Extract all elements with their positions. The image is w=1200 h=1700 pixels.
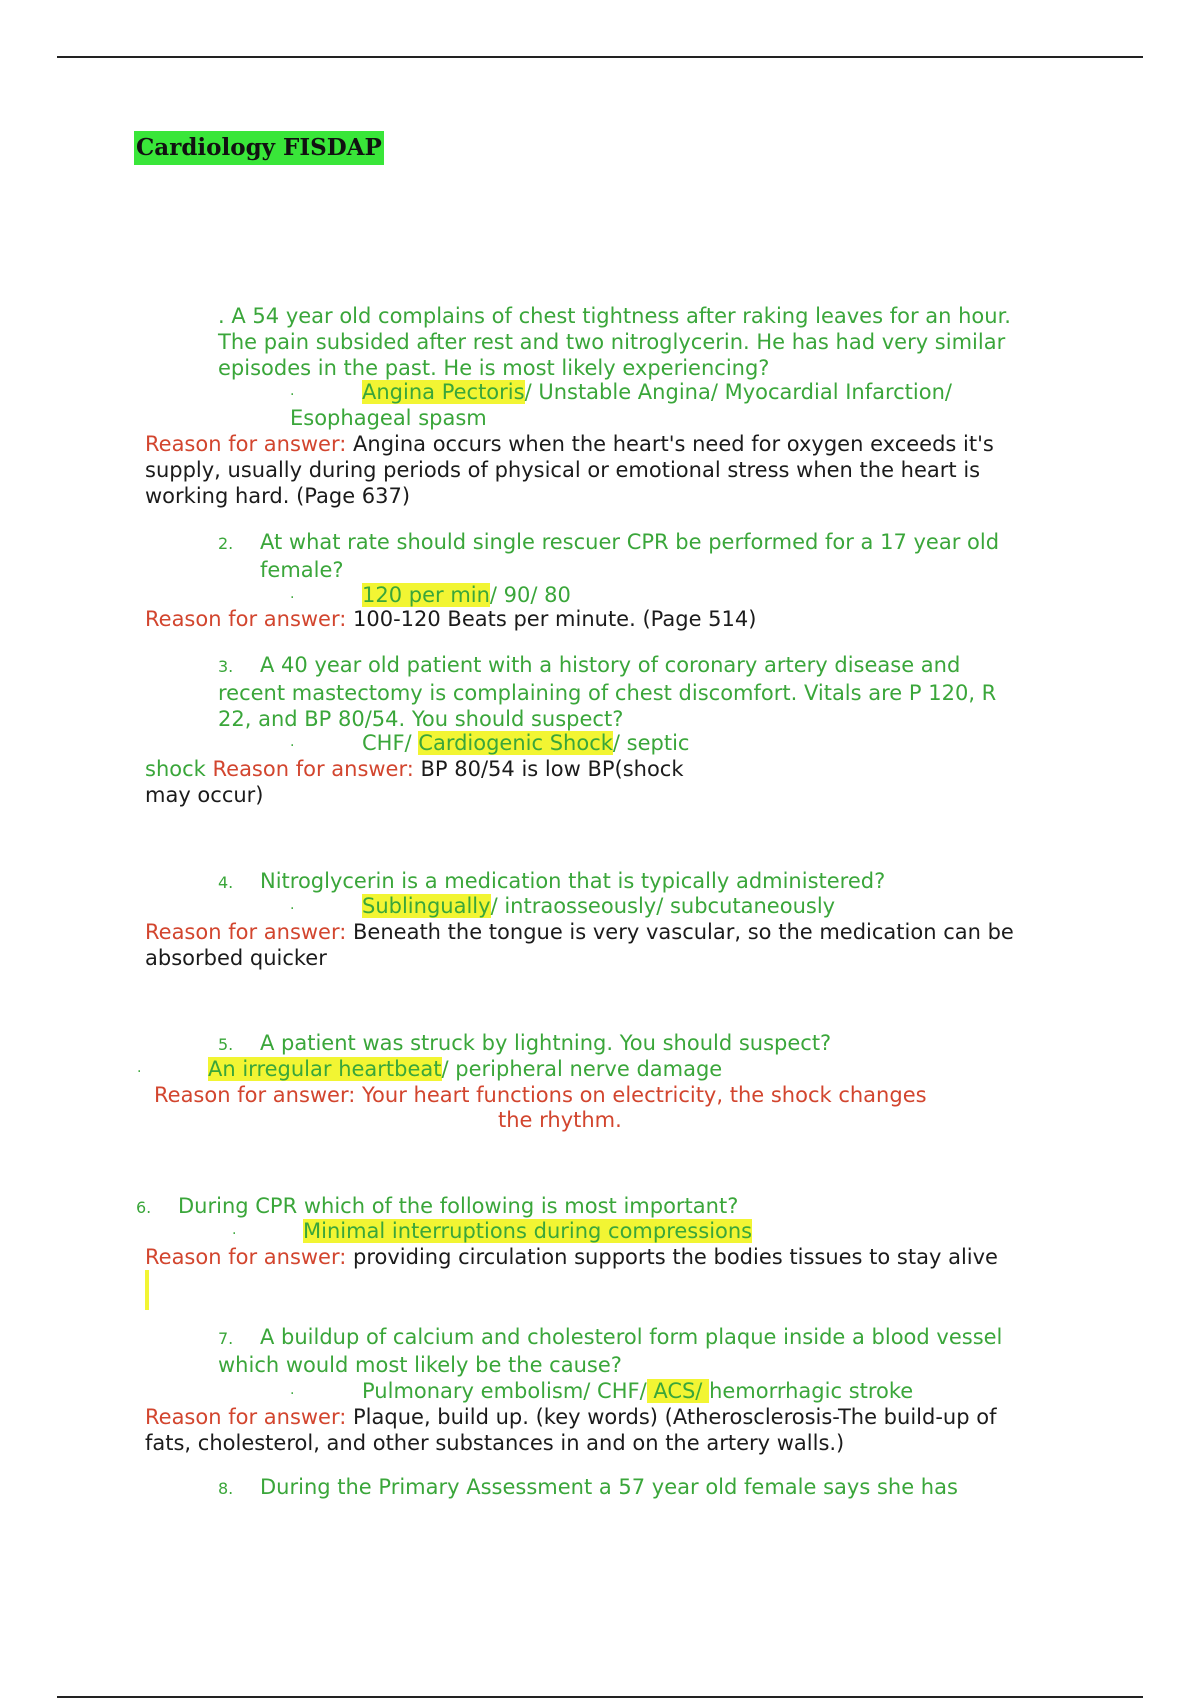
page-title: Cardiology FISDAP [134, 131, 384, 165]
question-5: 5. A patient was struck by lightning. You should suspect? [218, 1031, 832, 1055]
question-2: 2. At what rate should single rescuer CPR be performed for a 17 year old female? [218, 530, 1000, 582]
answer-options-5: An irregular heartbeat/ peripheral nerve damage [208, 1057, 723, 1081]
correct-answer: ACS/ [646, 1379, 710, 1403]
reason-3: shock Reason for answer: BP 80/54 is low BP(shock [145, 757, 684, 781]
answer-options-4: Sublingually/ intraosseously/ subcutaneously [362, 894, 836, 918]
bullet-icon: · [290, 590, 295, 606]
correct-answer: 120 per min [362, 583, 490, 607]
reason-5b: the rhythm. [498, 1108, 622, 1132]
reason-1: Reason for answer: Angina occurs when the heart's need for oxygen exceeds it's supply, usually during periods of physical or emotional stress when the heart is working hard. (Page 637) [145, 432, 994, 508]
text-cursor [145, 1270, 149, 1310]
answer-options-1: Angina Pectoris/ Unstable Angina/ Myocardial Infarction/ [362, 380, 952, 404]
answer-options-3: CHF/ Cardiogenic Shock/ septic [362, 731, 690, 755]
correct-answer: Angina Pectoris [362, 380, 525, 404]
question-1: . A 54 year old complains of chest tightness after raking leaves for an hour. The pain subsided after rest and two nitroglycerin. He has had very similar episodes in the past. He is most likely experiencing? [218, 304, 1011, 380]
top-rule [57, 56, 1143, 58]
question-7: 7. A buildup of calcium and cholesterol form plaque inside a blood vessel which would most likely be the cause? [218, 1325, 1003, 1377]
reason-6: Reason for answer: providing circulation supports the bodies tissues to stay alive [145, 1245, 998, 1269]
answer-options-7: Pulmonary embolism/ CHF/ ACS/ hemorrhagic stroke [362, 1379, 914, 1403]
reason-4: Reason for answer: Beneath the tongue is very vascular, so the medication can be absorbed quicker [145, 920, 1014, 970]
bullet-icon: · [137, 1064, 142, 1080]
bullet-icon: · [290, 738, 295, 754]
correct-answer: Cardiogenic Shock [418, 731, 613, 755]
correct-answer: An irregular heartbeat [208, 1057, 442, 1081]
answer-options-6 [303, 1218, 752, 1244]
question-8: 8. During the Primary Assessment a 57 year old female says she has [218, 1475, 958, 1499]
correct-answer: Sublingually [362, 894, 491, 918]
correct-answer: Minimal interruptions during compressions [303, 1219, 753, 1243]
bottom-rule [57, 1696, 1143, 1698]
reason-7: Reason for answer: Plaque, build up. (key words) (Atherosclerosis-The build-up of fats, cholesterol, and other substances in and on the artery walls.) [145, 1405, 997, 1455]
bullet-icon: · [290, 387, 295, 403]
reason-2: Reason for answer: 100-120 Beats per minute. (Page 514) [145, 607, 757, 631]
answer-options-1b: Esophageal spasm [290, 406, 487, 430]
question-3: 3. A 40 year old patient with a history of coronary artery disease and recent mastectomy is complaining of chest discomfort. Vitals are P 120, R 22, and BP 80/54. You should suspect? [218, 653, 997, 731]
bullet-icon: · [290, 901, 295, 917]
question-6: 6. During CPR which of the following is most important? [136, 1194, 739, 1218]
question-4: 4. Nitroglycerin is a medication that is typically administered? [218, 869, 886, 893]
reason-3b: may occur) [145, 783, 264, 807]
reason-5: Reason for answer: Your heart functions on electricity, the shock changes [154, 1083, 927, 1107]
answer-options-2: 120 per min/ 90/ 80 [362, 583, 571, 607]
bullet-icon: · [290, 1386, 295, 1402]
bullet-icon: · [232, 1226, 237, 1242]
